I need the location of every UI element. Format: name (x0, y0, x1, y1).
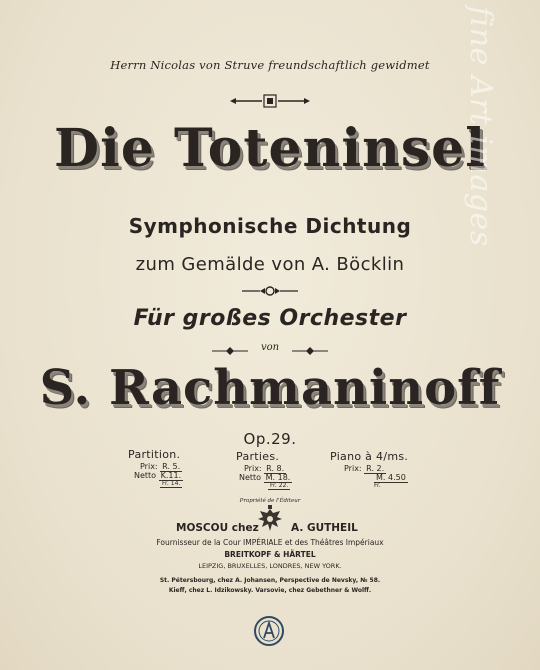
composer: S. Rachmaninoff (39, 360, 501, 416)
publisher-property-note: Propriété de l'Éditeur (239, 498, 301, 504)
publisher-breitkopf: BREITKOPF & HÄRTEL (224, 550, 316, 559)
price-line: Prix: R. 8. (244, 464, 285, 473)
price-heading: Parties. (236, 450, 280, 463)
subtitle-orchestra: Für großes Orchester (133, 306, 407, 331)
price-line: Prix: R. 2. (344, 464, 385, 473)
price-heading: Piano à 4/ms. (330, 450, 409, 463)
price-line: Netto M. 18. (239, 473, 291, 482)
imperial-eagle-icon (254, 505, 286, 535)
ornament-middle (240, 284, 300, 298)
dedication: Herrn Nicolas von Struve freundschaftlich gewidmet (110, 58, 430, 72)
diamond-ornament-right (290, 346, 330, 356)
price-line: M. 4.50 (376, 473, 406, 482)
price-line: Fr. 14. (162, 480, 181, 487)
publisher-monogram-logo (252, 614, 286, 648)
diamond-ornament-left (210, 346, 250, 356)
price-line: Fr. 22. (270, 482, 289, 489)
publisher-cities: LEIPZIG, BRUXELLES, LONDRES, NEW YORK. (198, 562, 342, 570)
publisher-fournisseur: Fournisseur de la Cour IMPÉRIALE et des Théâtres Impériaux (156, 538, 384, 547)
price-line: Fr. (374, 482, 381, 489)
von-row (210, 344, 330, 358)
ornament-top (228, 94, 312, 108)
von-label: von (260, 342, 280, 353)
publisher-kieff-varsovie: Kieff, chez L. Idzikowsky. Varsovie, chez Gebethner & Wolff. (168, 587, 372, 594)
price-line: Prix: R. 5. (140, 462, 181, 471)
publisher-city: MOSCOU chez (176, 522, 259, 534)
publisher-st-petersbourg: St. Pétersbourg, chez A. Johansen, Perspective de Nevsky, № 58. (159, 577, 381, 584)
watermark-text: fine Art images (463, 6, 498, 247)
price-partition (128, 448, 218, 487)
price-heading: Partition. (128, 448, 181, 461)
title: Die Toteninsel (53, 118, 487, 179)
price-piano (330, 450, 440, 489)
price-parties (236, 450, 326, 489)
subtitle-painting: zum Gemälde von A. Böcklin (135, 254, 405, 275)
subtitle-symphonic-poem: Symphonische Dichtung (128, 214, 412, 238)
opus-number: Op.29. (243, 430, 297, 448)
watermark (463, 6, 528, 247)
publisher-name: A. GUTHEIL (291, 522, 358, 534)
price-line: Netto K.11. (134, 471, 182, 480)
